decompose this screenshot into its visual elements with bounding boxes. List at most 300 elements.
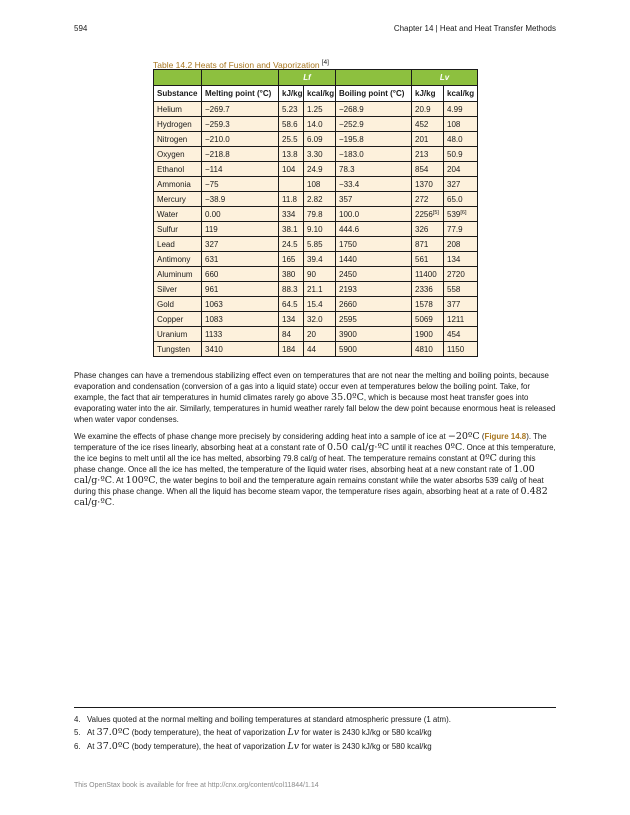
footnote-ref[interactable]: [5]	[432, 209, 439, 216]
table-cell	[412, 297, 444, 312]
table-cell	[304, 312, 336, 327]
table-cell	[154, 222, 202, 237]
cell-value: −183.0	[339, 149, 364, 159]
table-cell	[412, 177, 444, 192]
table-row	[154, 147, 478, 162]
column-header: Substance	[154, 86, 202, 102]
table-cell	[279, 342, 304, 357]
table-cell	[412, 222, 444, 237]
table-cell	[444, 327, 478, 342]
text: At	[87, 742, 95, 751]
table-body	[154, 102, 478, 357]
table-cell	[336, 297, 412, 312]
figure-link[interactable]: Figure 14.8	[484, 432, 527, 441]
cell-value: 77.9	[447, 224, 463, 234]
cell-value: 184	[282, 344, 296, 354]
cell-value: 1063	[205, 299, 223, 309]
table-cell	[304, 102, 336, 117]
table-cell	[202, 177, 279, 192]
cell-value: 78.3	[339, 164, 355, 174]
column-header: Melting point (°C)	[202, 86, 279, 102]
table-cell	[412, 207, 444, 222]
cell-value: 100.0	[339, 209, 360, 219]
footnote-number: 5.	[74, 728, 81, 737]
cell-value: 631	[205, 254, 219, 264]
cell-value: Sulfur	[157, 224, 178, 234]
table-cell	[444, 312, 478, 327]
paragraph-stabilizing-effect	[74, 370, 558, 425]
table-cell	[412, 102, 444, 117]
math-temperature: −20ºC	[447, 431, 480, 442]
table-cell	[444, 267, 478, 282]
cell-value: 21.1	[307, 284, 323, 294]
table-cell	[336, 252, 412, 267]
column-header: kJ/kg	[279, 86, 304, 102]
table-cell	[304, 327, 336, 342]
table-row	[154, 192, 478, 207]
cell-value: 2450	[339, 269, 357, 279]
table-cell	[202, 267, 279, 282]
cell-value: Nitrogen	[157, 134, 188, 144]
table-cell	[202, 222, 279, 237]
heats-table	[153, 69, 478, 357]
table-cell	[304, 192, 336, 207]
table-cell	[154, 192, 202, 207]
paragraph-phase-change-ice	[74, 431, 558, 508]
table-cell	[336, 342, 412, 357]
table-cell	[412, 237, 444, 252]
group-header-lv: Lv	[412, 70, 478, 86]
table-cell	[279, 282, 304, 297]
table-cell	[412, 282, 444, 297]
table-cell	[444, 192, 478, 207]
table-cell	[279, 177, 304, 192]
cell-value: Mercury	[157, 194, 186, 204]
cell-value: −33.4	[339, 179, 360, 189]
cell-value: 24.9	[307, 164, 323, 174]
table-cell	[444, 282, 478, 297]
text: for water is 2430 kJ/kg or 580 kcal/kg	[301, 728, 432, 737]
cell-value: −252.9	[339, 119, 364, 129]
table-cell	[444, 102, 478, 117]
table-row	[154, 162, 478, 177]
cell-value: 48.0	[447, 134, 463, 144]
cell-value: 9.10	[307, 224, 323, 234]
text: ). The temperature of the ice rises linearly, absorbing heat at a constant rate of	[74, 432, 547, 452]
cell-value: 357	[339, 194, 353, 204]
table-caption-ref[interactable]: [4]	[321, 59, 329, 66]
text: (body temperature), the heat of vaporization	[131, 742, 286, 751]
table-cell	[304, 162, 336, 177]
cell-value: 0.00	[205, 209, 221, 219]
table-cell	[336, 267, 412, 282]
table-cell	[202, 282, 279, 297]
table-cell	[279, 237, 304, 252]
table-cell	[202, 162, 279, 177]
column-header: kcal/kg	[444, 86, 478, 102]
group-header-blank	[336, 70, 412, 86]
cell-value: 871	[415, 239, 429, 249]
table-cell	[154, 237, 202, 252]
cell-value: 14.0	[307, 119, 323, 129]
cell-value: 4810	[415, 344, 433, 354]
cell-value: Silver	[157, 284, 178, 294]
cell-value: 13.8	[282, 149, 298, 159]
cell-value: 1440	[339, 254, 357, 264]
cell-value: 32.0	[307, 314, 323, 324]
footnote-divider	[74, 707, 556, 708]
table-cell	[279, 327, 304, 342]
text: Phase changes can have a tremendous stabilizing effect even on temperatures that are not near the melting and boiling points, because evaporation and condensation (conversion of a gas into a liquid state) occur even at temperatures below the boiling point. Take, for example, the fact that air temperatures in humid climates rarely go above	[74, 371, 549, 402]
table-cell	[336, 207, 412, 222]
table-cell	[279, 117, 304, 132]
table-cell	[336, 102, 412, 117]
text: We examine the effects of phase change more precisely by considering adding heat into a sample of ice at	[74, 432, 446, 441]
cell-value: 84	[282, 329, 291, 339]
table-cell	[154, 252, 202, 267]
math-temperature: 0ºC	[444, 442, 463, 453]
table-row	[154, 327, 478, 342]
cell-value: 165	[282, 254, 296, 264]
cell-value: 334	[282, 209, 296, 219]
cell-value: Tungsten	[157, 344, 191, 354]
cell-value: Gold	[157, 299, 174, 309]
cell-value: 213	[415, 149, 429, 159]
table-cell	[444, 132, 478, 147]
cell-value: 208	[447, 239, 461, 249]
table-cell	[154, 117, 202, 132]
table-cell	[304, 237, 336, 252]
cell-value: 39.4	[307, 254, 323, 264]
table-row	[154, 267, 478, 282]
table-row	[154, 342, 478, 357]
cell-value: Aluminum	[157, 269, 193, 279]
table-cell	[412, 252, 444, 267]
table-cell	[336, 282, 412, 297]
table-cell	[279, 102, 304, 117]
table-cell	[202, 132, 279, 147]
table-cell	[412, 132, 444, 147]
footnote-number: 4.	[74, 715, 81, 724]
cell-value: Ethanol	[157, 164, 185, 174]
cell-value: 11.8	[282, 194, 297, 204]
table-cell	[279, 207, 304, 222]
cell-value: 2595	[339, 314, 357, 324]
table-cell	[202, 147, 279, 162]
cell-value: 1370	[415, 179, 433, 189]
table-cell	[154, 132, 202, 147]
group-header-lf: Lf	[279, 70, 336, 86]
table-cell	[412, 312, 444, 327]
footnote-5	[74, 727, 558, 738]
cell-value: 377	[447, 299, 461, 309]
table-cell	[304, 342, 336, 357]
cell-value: 201	[415, 134, 429, 144]
table-cell	[304, 207, 336, 222]
cell-value: 2720	[447, 269, 465, 279]
text: (	[481, 432, 485, 441]
cell-value: 558	[447, 284, 461, 294]
text: during this phase change. Once all the ice has melted, the temperature of the liquid water rises, absorbing heat at a new constant rate of	[74, 454, 536, 474]
cell-value: 108	[447, 119, 461, 129]
cell-value: 2336	[415, 284, 433, 294]
table-row	[154, 132, 478, 147]
text: (body temperature), the heat of vaporization	[131, 728, 286, 737]
page-footer: This OpenStax book is available for free at http://cnx.org/content/col11844/1.14	[74, 782, 319, 789]
table-cell	[202, 297, 279, 312]
cell-value: 454	[447, 329, 461, 339]
table-cell	[336, 177, 412, 192]
table-cell	[202, 102, 279, 117]
table-cell	[202, 237, 279, 252]
table-cell	[412, 327, 444, 342]
table-cell	[444, 162, 478, 177]
cell-value: 134	[447, 254, 461, 264]
page-number: 594	[74, 24, 88, 33]
table-cell	[336, 327, 412, 342]
math-temperature: 37.0ºC	[96, 741, 130, 752]
cell-value: −38.9	[205, 194, 226, 204]
cell-value: 79.8	[307, 209, 323, 219]
cell-value: 25.5	[282, 134, 298, 144]
cell-value: 44	[307, 344, 316, 354]
math-symbol-lv: Lv	[287, 727, 300, 738]
group-header-blank	[154, 70, 202, 86]
table-cell	[279, 267, 304, 282]
table-cell	[154, 147, 202, 162]
table-cell	[304, 147, 336, 162]
table-cell	[336, 237, 412, 252]
footnote-number: 6.	[74, 742, 81, 751]
cell-value: 660	[205, 269, 219, 279]
table-cell	[304, 267, 336, 282]
cell-value: 539	[447, 209, 461, 219]
math-symbol-lv: Lv	[287, 741, 300, 752]
cell-value: −259.3	[205, 119, 230, 129]
cell-value: 4.99	[447, 104, 463, 114]
footnote-4	[74, 714, 558, 725]
cell-value: 1133	[205, 329, 223, 339]
table-cell	[202, 327, 279, 342]
cell-value: 108	[307, 179, 321, 189]
cell-value: 20.9	[415, 104, 431, 114]
table-cell	[444, 207, 478, 222]
cell-value: Ammonia	[157, 179, 191, 189]
cell-value: 119	[205, 224, 218, 234]
table-cell	[304, 117, 336, 132]
cell-value: 1900	[415, 329, 433, 339]
table-row	[154, 177, 478, 192]
table-cell	[444, 117, 478, 132]
table-cell	[202, 312, 279, 327]
math-temperature: 0ºC	[479, 453, 497, 464]
cell-value: Uranium	[157, 329, 188, 339]
cell-value: Water	[157, 209, 179, 219]
table-cell	[154, 282, 202, 297]
table-cell	[154, 312, 202, 327]
cell-value: 204	[447, 164, 461, 174]
table-cell	[154, 297, 202, 312]
table-cell	[444, 342, 478, 357]
cell-value: 24.5	[282, 239, 298, 249]
table-cell	[444, 252, 478, 267]
table-row	[154, 312, 478, 327]
cell-value: 561	[415, 254, 429, 264]
table-caption-text: Table 14.2 Heats of Fusion and Vaporization	[153, 60, 320, 70]
cell-value: 11400	[415, 269, 437, 279]
cell-value: 5.23	[282, 104, 298, 114]
math-temperature: 100ºC	[125, 475, 156, 486]
table-cell	[279, 147, 304, 162]
table-group-header-row	[154, 70, 478, 86]
footnote-6	[74, 741, 558, 752]
cell-value: 15.4	[307, 299, 323, 309]
text: for water is 2430 kJ/kg or 580 kcal/kg	[301, 742, 432, 751]
text: . Once at this temperature, the ice begins to melt until all the ice has melted, absorbing 79.8 cal/g of heat. The temperature remains constant at	[74, 443, 556, 463]
cell-value: 3410	[205, 344, 223, 354]
table-cell	[336, 222, 412, 237]
table-cell	[444, 177, 478, 192]
cell-value: 6.09	[307, 134, 323, 144]
table-cell	[304, 252, 336, 267]
table-cell	[279, 252, 304, 267]
table-cell	[336, 132, 412, 147]
table-cell	[336, 192, 412, 207]
cell-value: 50.9	[447, 149, 463, 159]
table-cell	[202, 342, 279, 357]
cell-value: 452	[415, 119, 429, 129]
cell-value: −195.8	[339, 134, 364, 144]
table-cell	[154, 162, 202, 177]
table-cell	[154, 267, 202, 282]
text: At	[87, 728, 95, 737]
table-cell	[304, 282, 336, 297]
table-cell	[412, 192, 444, 207]
table-row	[154, 297, 478, 312]
text: .	[112, 498, 115, 507]
table-cell	[279, 162, 304, 177]
table-cell	[154, 177, 202, 192]
table-cell	[444, 222, 478, 237]
cell-value: 2660	[339, 299, 357, 309]
math-temperature: 37.0ºC	[96, 727, 130, 738]
cell-value: −114	[205, 164, 223, 174]
table-cell	[444, 297, 478, 312]
table-cell	[444, 237, 478, 252]
table-column-header-row	[154, 86, 478, 102]
cell-value: Hydrogen	[157, 119, 192, 129]
cell-value: 2.82	[307, 194, 323, 204]
math-temperature: 35.0ºC	[331, 392, 364, 403]
column-header: Boiling point (°C)	[336, 86, 412, 102]
cell-value: 854	[415, 164, 429, 174]
cell-value: −210.0	[205, 134, 230, 144]
table-cell	[304, 177, 336, 192]
table-cell	[412, 267, 444, 282]
table-cell	[304, 222, 336, 237]
chapter-running-head: Chapter 14 | Heat and Heat Transfer Methods	[393, 24, 556, 33]
cell-value: 326	[415, 224, 429, 234]
cell-value: 380	[282, 269, 296, 279]
cell-value: 961	[205, 284, 219, 294]
cell-value: 38.1	[282, 224, 298, 234]
table-cell	[154, 102, 202, 117]
cell-value: 3.30	[307, 149, 323, 159]
cell-value: 2193	[339, 284, 357, 294]
math-rate: 1.00 cal/g·ºC	[74, 464, 535, 486]
cell-value: −269.7	[205, 104, 230, 114]
cell-value: 2256	[415, 209, 433, 219]
cell-value: 104	[282, 164, 296, 174]
column-header: kcal/kg	[304, 86, 336, 102]
cell-value: 327	[205, 239, 219, 249]
text: until it reaches	[391, 443, 443, 452]
table-cell	[279, 132, 304, 147]
table-cell	[279, 222, 304, 237]
cell-value: 1211	[447, 314, 465, 324]
table-cell	[304, 132, 336, 147]
table-row	[154, 207, 478, 222]
cell-value: Lead	[157, 239, 175, 249]
cell-value: 1.25	[307, 104, 323, 114]
cell-value: 5900	[339, 344, 357, 354]
cell-value: 272	[415, 194, 429, 204]
cell-value: 58.6	[282, 119, 298, 129]
table-cell	[202, 117, 279, 132]
table-cell	[154, 327, 202, 342]
cell-value: Antimony	[157, 254, 191, 264]
table-cell	[279, 312, 304, 327]
cell-value: 1150	[447, 344, 465, 354]
table-row	[154, 117, 478, 132]
group-header-blank	[202, 70, 279, 86]
math-rate: 0.50 cal/g·ºC	[326, 442, 390, 453]
table-cell	[336, 117, 412, 132]
cell-value: 444.6	[339, 224, 360, 234]
cell-value: −75	[205, 179, 219, 189]
table-row	[154, 222, 478, 237]
table-cell	[154, 207, 202, 222]
text: , which is because most heat transfer goes into evaporating water into the air. Similarly, temperatures in humid weather rarely fall below the dew point because enormous heat is released when water vapor condenses.	[74, 393, 556, 424]
cell-value: 1578	[415, 299, 433, 309]
table-cell	[412, 342, 444, 357]
table-cell	[304, 297, 336, 312]
table-cell	[202, 192, 279, 207]
cell-value: Helium	[157, 104, 182, 114]
math-rate: 0.482 cal/g·ºC	[74, 486, 548, 508]
table-cell	[444, 147, 478, 162]
table-cell	[336, 312, 412, 327]
cell-value: 5069	[415, 314, 433, 324]
cell-value: 65.0	[447, 194, 463, 204]
table-row	[154, 237, 478, 252]
footnote-ref[interactable]: [6]	[460, 209, 467, 216]
table-row	[154, 282, 478, 297]
cell-value: −268.9	[339, 104, 364, 114]
text: . At	[112, 476, 124, 485]
cell-value: 90	[307, 269, 316, 279]
table-cell	[336, 162, 412, 177]
table-cell	[279, 192, 304, 207]
table-row	[154, 102, 478, 117]
cell-value: 5.85	[307, 239, 323, 249]
text: , the water begins to boil and the temperature again remains constant while the water absorbs 539 cal/g of heat during this phase change. When all the liquid has become steam vapor, the temperature rises again, absorbing heat at a rate of	[74, 476, 544, 496]
table-row	[154, 252, 478, 267]
column-header: kJ/kg	[412, 86, 444, 102]
table-cell	[154, 342, 202, 357]
cell-value: 134	[282, 314, 296, 324]
table-cell	[412, 117, 444, 132]
